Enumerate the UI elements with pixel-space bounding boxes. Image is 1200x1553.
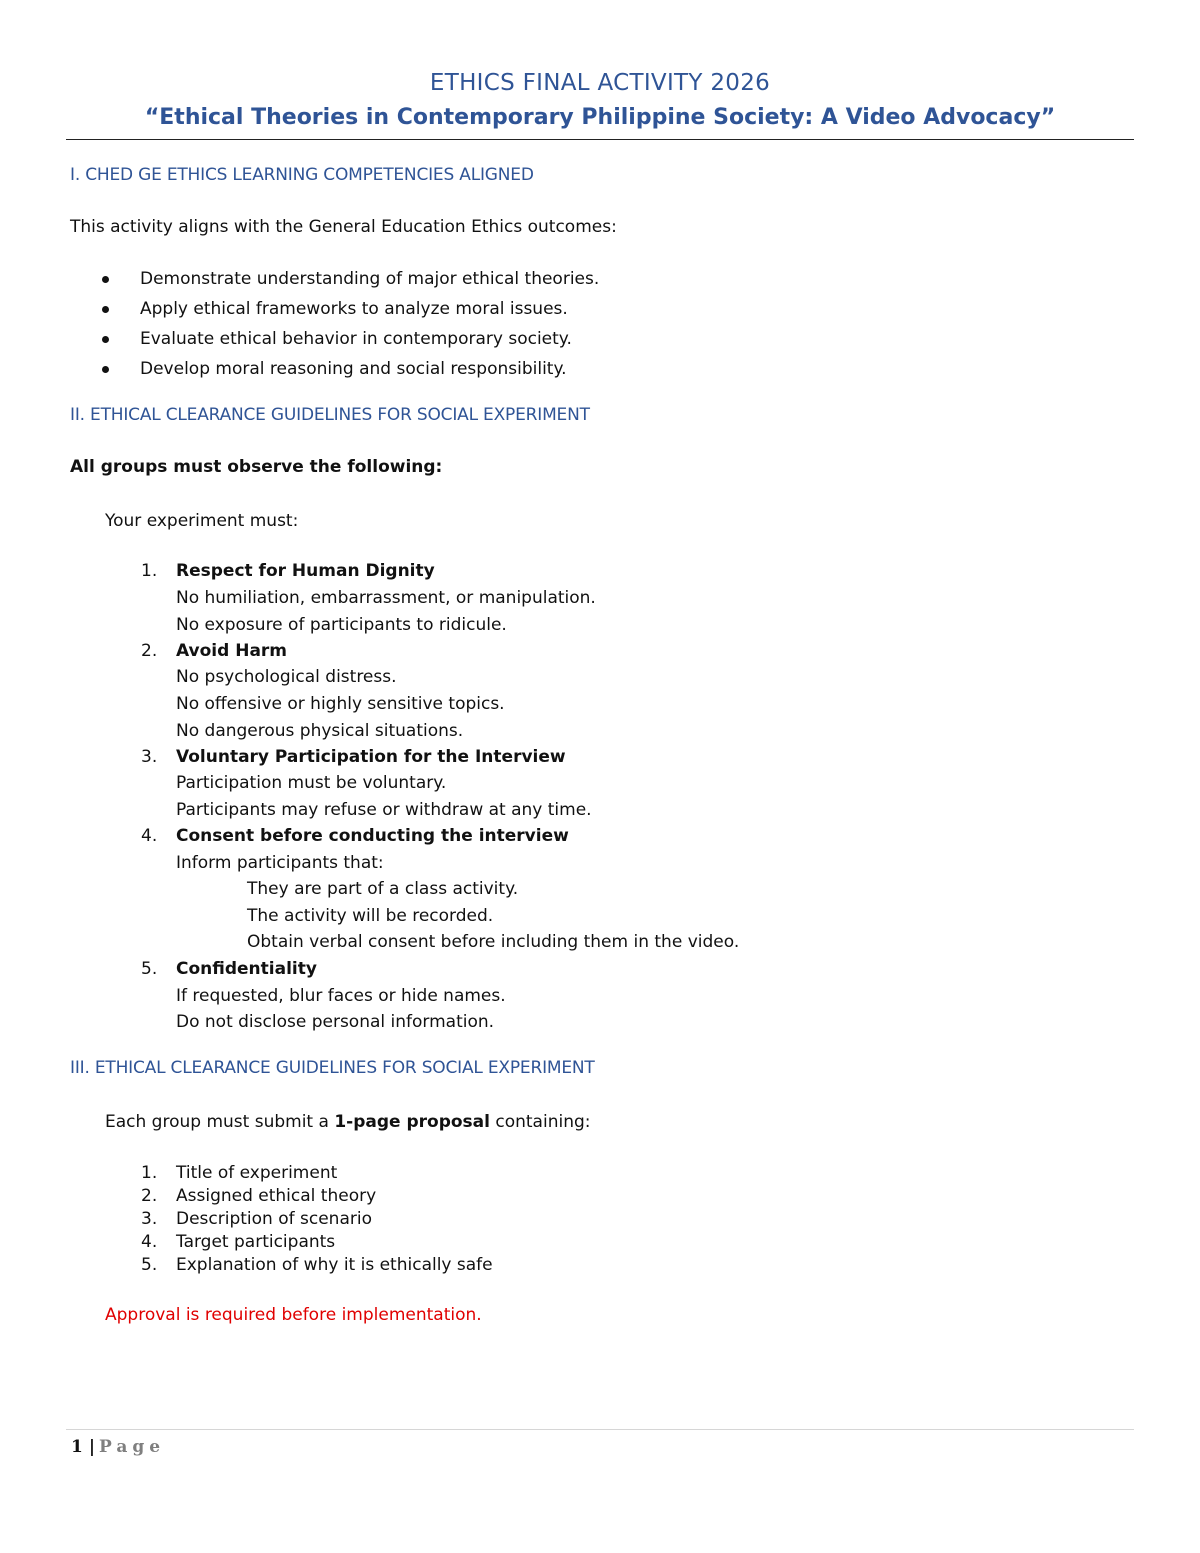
guideline-subline: Obtain verbal consent before including them in the video. [247,932,740,952]
section-3-heading: III. ETHICAL CLEARANCE GUIDELINES FOR SOCIAL EXPERIMENT [70,1058,595,1078]
title-divider [66,139,1134,140]
guideline-line: Participation must be voluntary. [176,773,447,793]
observe-statement: All groups must observe the following: [70,457,443,477]
bullet-icon [102,336,109,343]
footer-divider [66,1429,1134,1430]
document-page: ETHICS FINAL ACTIVITY 2026 “Ethical Theories in Contemporary Philippine Society: A Video Advocacy” I. CHED GE ETHICS LEARNING COMPETENCIES ALIGNED This activity aligns with the General Education Ethics outcomes: Demonstrate understanding of major ethical theories. Apply ethical frameworks to analyze moral issues. Evaluate ethical behavior in contemporary society. Develop moral reasoning and social responsibility. II. ETHICAL CLEARANCE GUIDELINES FOR SOCIAL EXPERIMENT All groups must observe the following: Your experiment must: 1. Respect for Human Dignity No humiliation, embarrassment, or manipulation. No exposure of participants to ridicule. 2. Avoid Harm No psychological distress. No offensive or highly sensitive topics. No dangerous physical situations. 3. Voluntary Participation for the Interview Participation must be voluntary. Participants may refuse or withdraw at any time. 4. Consent before conducting the interview Inform participants that: They are part of a class activity. The activity will be recorded. Obtain verbal consent before including them in the video. 5. Confidentiality If requested, blur faces or hide names. Do not disclose personal information. III. ETHICAL CLEARANCE GUIDELINES FOR SOCIAL EXPERIMENT Each group must submit a 1-page proposal containing: 1. Title of experiment 2. Assigned ethical theory 3. Description of scenario 4. Target participants 5. Explanation of why it is ethically safe Approval is required before implementation. 1 | Page [0,0,1200,1553]
guideline-line: Do not disclose personal information. [176,1012,495,1032]
list-item: Apply ethical frameworks to analyze moral issues. [102,298,599,328]
bullet-icon [102,306,109,313]
approval-note: Approval is required before implementation. [105,1305,482,1325]
bullet-icon [102,276,109,283]
document-subtitle: “Ethical Theories in Contemporary Philippine Society: A Video Advocacy” [144,105,1056,130]
page-label: Page [99,1437,166,1457]
guideline-subline: They are part of a class activity. [247,879,519,899]
guideline-line: No humiliation, embarrassment, or manipulation. [176,588,596,608]
list-item: Demonstrate understanding of major ethical theories. [102,268,599,298]
document-title: ETHICS FINAL ACTIVITY 2026 [429,70,771,96]
guideline-line: No exposure of participants to ridicule. [176,615,507,635]
list-item: Evaluate ethical behavior in contemporary society. [102,328,599,358]
competency-list [102,268,599,388]
section-1-heading: I. CHED GE ETHICS LEARNING COMPETENCIES ALIGNED [70,165,534,185]
section-1-intro: This activity aligns with the General Education Ethics outcomes: [70,217,617,237]
guideline-line: If requested, blur faces or hide names. [176,986,506,1006]
guideline-line: No offensive or highly sensitive topics. [176,694,505,714]
proposal-statement: Each group must submit a 1-page proposal containing: [105,1112,591,1132]
guideline-line: No dangerous physical situations. [176,721,464,741]
guideline-line: Inform participants that: [176,853,384,873]
bullet-icon [102,366,109,373]
guideline-line: No psychological distress. [176,667,397,687]
guideline-subline: The activity will be recorded. [247,906,494,926]
section-2-heading: II. ETHICAL CLEARANCE GUIDELINES FOR SOCIAL EXPERIMENT [70,405,590,425]
guideline-line: Participants may refuse or withdraw at any time. [176,800,592,820]
experiment-must-label: Your experiment must: [105,511,299,531]
page-number: 1 [71,1437,83,1457]
page-footer: 1 | Page [71,1437,166,1457]
list-item: Develop moral reasoning and social responsibility. [102,358,599,388]
